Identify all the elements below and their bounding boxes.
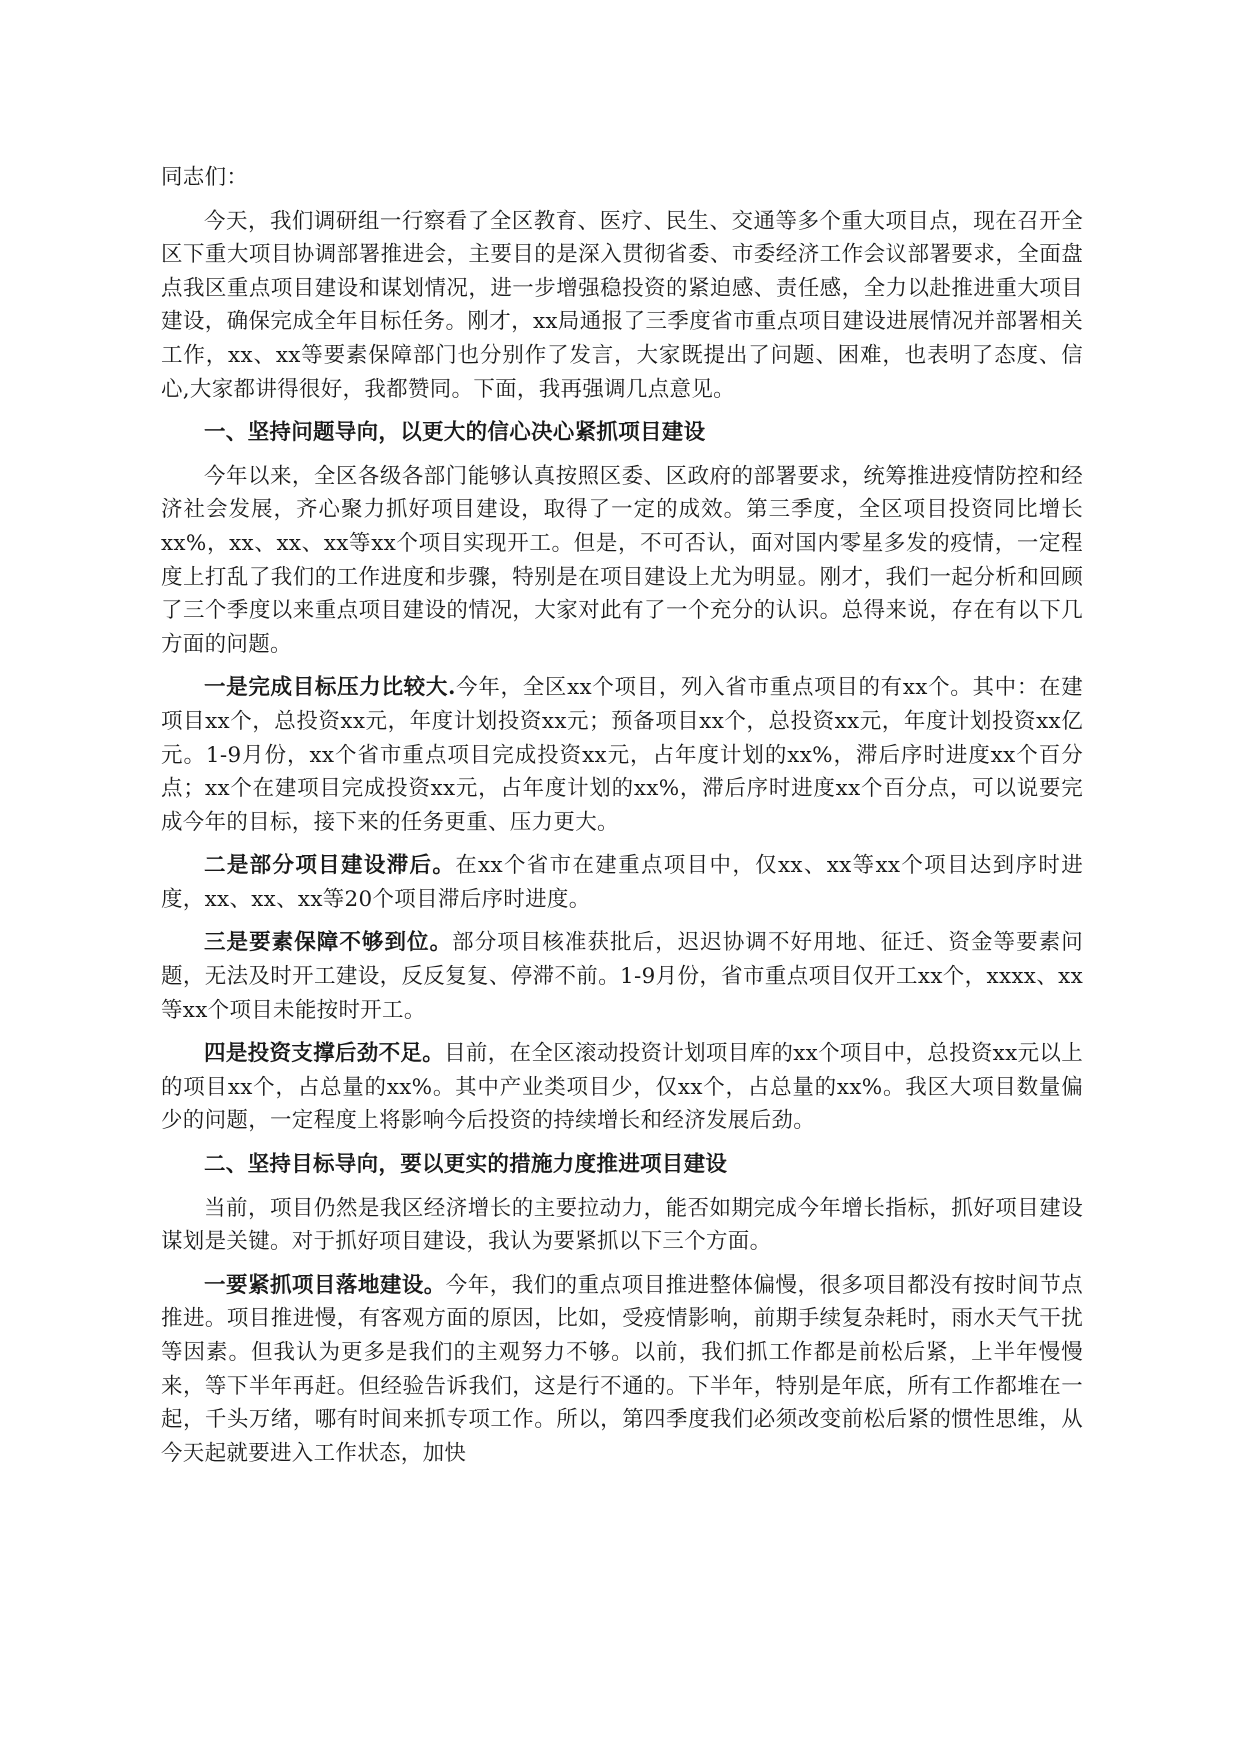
- salutation: 同志们：: [161, 165, 249, 190]
- point-lead: 四是投资支撑后劲不足。: [204, 1041, 445, 1067]
- section-heading-2: 二、坚持目标导向，要以更实的措施力度推进项目建设: [204, 1152, 728, 1178]
- section-1-point-4: [161, 1037, 1083, 1138]
- document-body: [161, 161, 1083, 1480]
- section-heading-1: 一、坚持问题导向，以更大的信心决心紧抓项目建设: [204, 420, 706, 446]
- point-lead: 一要紧抓项目落地建设。: [204, 1272, 446, 1298]
- point-text: 今年，我们的重点项目推进整体偏慢，很多项目都没有按时间节点推进。项目推进慢，有客观方面的原因，比如，受疫情影响，前期手续复杂耗时，雨水天气干扰等因素。但我认为更多是我们的主观努力不够。以前，我们抓工作都是前松后紧，上半年慢慢来，等下半年再赶。但经验告诉我们，这是行不通的。下半年，特别是年底，所有工作都堆在一起，千头万绪，哪有时间来抓专项工作。所以，第四季度我们必须改变前松后紧的惯性思维，从今天起就要进入工作状态，加快: [161, 1272, 1083, 1466]
- point-lead: 二是部分项目建设滞后。: [204, 853, 456, 879]
- section-2-point-1: [161, 1269, 1083, 1471]
- point-lead: 一是完成目标压力比较大.: [204, 675, 456, 701]
- section-1-point-3: [161, 926, 1083, 1027]
- section-1-intro: 今年以来，全区各级各部门能够认真按照区委、区政府的部署要求，统筹推进疫情防控和经济社会发展，齐心聚力抓好项目建设，取得了一定的成效。第三季度，全区项目投资同比增长xx%，xx、xx、xx等xx个项目实现开工。但是，不可否认，面对国内零星多发的疫情，一定程度上打乱了我们的工作进度和步骤，特别是在项目建设上尤为明显。刚才，我们一起分析和回顾了三个季度以来重点项目建设的情况，大家对此有了一个充分的认识。总得来说，存在有以下几方面的问题。: [161, 463, 1083, 657]
- section-2-intro: 当前，项目仍然是我区经济增长的主要拉动力，能否如期完成今年增长指标，抓好项目建设谋划是关键。对于抓好项目建设，我认为要紧抓以下三个方面。: [161, 1195, 1083, 1255]
- point-text: 部分项目核准获批后，迟迟协调不好用地、征迁、资金等要素问题，无法及时开工建设，反反复复、停滞不前。1-9月份，省市重点项目仅开工xx个，xxxx、xx等xx个项目未能按时开工。: [161, 930, 1083, 1023]
- point-text: 在xx个省市在建重点项目中，仅xx、xx等xx个项目达到序时进度，xx、xx、xx等20个项目滞后序时进度。: [161, 853, 1083, 912]
- section-1-point-1: [161, 671, 1083, 839]
- point-text: 今年，全区xx个项目，列入省市重点项目的有xx个。其中：在建项目xx个，总投资xx元，年度计划投资xx元；预备项目xx个，总投资xx元，年度计划投资xx亿元。1-9月份，xx个省市重点项目完成投资xx元，占年度计划的xx%，滞后序时进度xx个百分点；xx个在建项目完成投资xx元，占年度计划的xx%，滞后序时进度xx个百分点，可以说要完成今年的目标，接下来的任务更重、压力更大。: [161, 675, 1083, 835]
- section-1-point-2: [161, 849, 1083, 916]
- intro-paragraph: 今天，我们调研组一行察看了全区教育、医疗、民生、交通等多个重大项目点，现在召开全区下重大项目协调部署推进会，主要目的是深入贯彻省委、市委经济工作会议部署要求，全面盘点我区重点项目建设和谋划情况，进一步增强稳投资的紧迫感、责任感，全力以赴推进重大项目建设，确保完成全年目标任务。刚才，xx局通报了三季度省市重点项目建设进展情况并部署相关工作，xx、xx等要素保障部门也分别作了发言，大家既提出了问题、困难，也表明了态度、信心,大家都讲得很好，我都赞同。下面，我再强调几点意见。: [161, 208, 1083, 402]
- point-lead: 三是要素保障不够到位。: [204, 930, 453, 956]
- point-text: 目前，在全区滚动投资计划项目库的xx个项目中，总投资xx元以上的项目xx个，占总量的xx%。其中产业类项目少，仅xx个，占总量的xx%。我区大项目数量偏少的问题，一定程度上将影响今后投资的持续增长和经济发展后劲。: [161, 1041, 1083, 1134]
